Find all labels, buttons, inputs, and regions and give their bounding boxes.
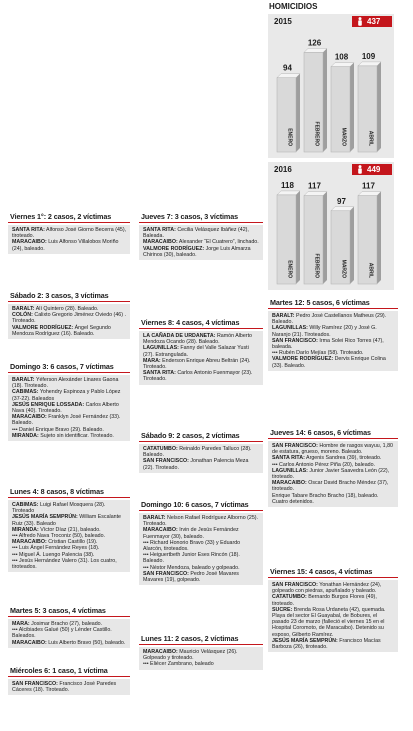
victim-text: Carlos Antonio Fuenmayor (23). Tiroteado. [143,370,253,383]
victim-entry [143,661,260,667]
day-block [8,487,130,572]
day-title: Viernes 15: 4 casos, 4 víctimas [268,567,398,578]
victim-text: Irvin de Jesús Fernández Fuenmayor (30), baleado. [143,527,239,540]
location-label: LAGUNILLAS: [272,325,308,332]
location-label: SANTA RITA: [143,227,176,233]
victim-entry [143,552,260,564]
day-title: Jueves 7: 3 casos, 3 víctimas [139,212,263,223]
bar-top [277,74,300,78]
location-label: MARACAIBO: [143,649,178,655]
year-label: 2015 [274,17,292,26]
bar-top [358,62,381,66]
location-label: BARALT: [143,515,166,521]
location-label: JESÚS MARÍA SEMPRÚN: [12,514,78,521]
victim-text: Cecilia Velásquez Ibáñez (42), Baleada. [143,227,249,240]
victim-text: Yohendry Espinoza y Pablo López (37-22). Baleados [12,389,121,402]
bar-value-label: 117 [308,181,321,191]
location-label: VALMORE RODRÍGUEZ: [12,324,74,331]
victim-entry [143,446,260,458]
day-title: Martes 12: 5 casos, 6 víctimas [268,298,398,309]
location-label: BARALT: [272,313,295,319]
location-label: VALMORE RODRÍGUEZ: [143,245,205,252]
day-title: Sábado 2: 3 casos, 3 víctimas [8,291,130,302]
location-label: SAN FRANCISCO: [143,458,189,465]
victim-entry [272,480,395,492]
year-label: 2016 [274,165,292,174]
day-entries [8,375,130,441]
victim-entry [272,594,395,606]
bar-side [350,63,354,152]
victim-text: Víctor Díaz (21), baleado. [38,526,101,533]
bar-category-label: MARZO [340,127,347,146]
victim-text: Calixto Gregorio Jiménez Oviedo (46) . Tiroteado. [12,312,126,325]
victim-text: ••• Richard Honorio Bravo (33) y Eduardo Alarcón, tiroteados. [143,539,241,553]
victim-text: Josimar Bracho (27), baleado. [29,621,103,627]
location-label: SAN FRANCISCO: [272,337,318,344]
victim-entry [12,514,127,526]
victim-text: Pedro José Mavares Mavares (19), golpeado. [143,570,239,584]
victim-text: Enrique Tabare Bracho Bracho (18), baleado. Cuatro detenidos. [272,492,379,505]
victim-entry [12,227,127,239]
victim-entry [12,640,127,646]
victim-text: Luis Alfonso Villalobos Moriño (24), baleado. [12,239,119,252]
location-label: CABIMAS: [12,389,39,396]
bar-value-label: 118 [281,180,294,190]
day-entries [8,304,130,339]
total-badge: 437 [352,16,392,27]
victim-entry [12,502,127,514]
victim-text: Franklyn José Fernández (33). Baleado. [12,414,121,427]
victim-text: Oscar David Bracho Méndez (37), tiroteado. [272,480,389,493]
victim-text: ••• Alcibiades Galué (50) y Lénder Castillo. Baleados. [12,627,112,640]
victim-text: Francisco José Paredes Cáceres (18). Tiroteado. [12,681,117,694]
day-block [268,428,398,507]
day-entries [8,225,130,254]
victim-text: Alfonso José Giorno Becerra (45), tiroteado. [12,227,127,240]
bar-value-label: 97 [337,196,346,206]
location-label: LAGUNILLAS: [143,345,179,352]
victim-text: Yonathan Hernández (24), golpeado con piedras, apuñalado y baleado. [272,582,382,595]
homicidios-2015-panel [268,14,394,158]
day-block [268,298,398,371]
victim-text: Alexander “El Cuatrero”, linchado. [177,239,259,246]
bar-top [331,207,354,211]
total-badge: 449 [352,164,392,175]
day-entries [8,679,130,695]
victim-entry [272,338,395,350]
bar-side [377,192,381,284]
location-label: MARACAIBO: [12,639,47,646]
victim-text: Cristian Castillo (19). [46,539,98,546]
victim-entry [272,493,395,505]
day-entries [268,441,398,507]
day-block [8,291,130,339]
location-label: MARACAIBO: [12,239,47,246]
day-block [139,212,263,260]
victim-entry [143,358,260,370]
victim-entry [143,649,260,661]
day-entries [268,580,398,652]
victim-entry [143,540,260,552]
location-label: SAN FRANCISCO: [272,582,318,588]
day-entries [139,444,263,473]
victim-text: Reinaldo Paredes Talluco (28). Baleado. [143,446,252,459]
victim-entry [12,558,127,570]
victim-entry [12,627,127,639]
day-entries [139,647,263,670]
victim-text: Brenda Rosa Urdaneta (42), quemada. Playa del sector El Guayabal, de Bobures, el pasado 23 de marzo (falleció el viernes 15 en el Hospital Coromoto, de Maracaibo). Detenido su esposo, Gilberto Ramírez. [272,606,386,638]
bar-top [277,191,300,195]
bar-category-label: FEBRERO [313,253,320,278]
location-label: MARA: [12,621,30,627]
day-title: Sábado 9: 2 casos, 2 víctimas [139,431,263,442]
day-block [139,318,263,385]
location-label: LAGUNILLAS: [272,467,308,474]
victim-text: ••• Alfredo Nava Troconiz (50), baleado. [12,533,106,540]
victim-entry [143,515,260,527]
victim-text: Enderson Enrique Abreu Beltrán (24). Tiroteado. [143,357,251,371]
victim-entry [12,681,127,693]
victim-entry [272,468,395,480]
location-label: MARACAIBO: [12,414,47,421]
bar-top [304,192,327,196]
day-title: Miércoles 6: 1 caso, 1 víctima [8,666,130,677]
location-label: MIRANDA: [12,432,39,439]
day-title: Lunes 11: 2 casos, 2 víctimas [139,634,263,645]
day-block [139,500,263,585]
bar-category-label: ENERO [286,128,293,146]
day-entries [268,311,398,371]
homicidios-title: HOMICIDIOS [269,2,318,11]
bar-category-label: ABRIL [367,262,374,278]
victim-text: Irma Solei Rico Torres (47), baleada. [272,337,384,351]
day-block [8,606,130,648]
victim-text: Mauricio Velásquez (26). Golpeado y tiroteado. [143,649,238,662]
victim-entry [12,312,127,324]
bar-side [296,74,300,152]
day-entries [8,500,130,572]
bar-category-label: MARZO [340,259,347,278]
victim-text: Francisco Macías Barboza (26), tiroteado. [272,637,381,651]
location-label: MARACAIBO: [272,480,307,487]
victim-entry [272,325,395,337]
location-label: VALMORE RODRÍGUEZ: [272,356,334,363]
location-label: BARALT: [12,306,35,312]
day-block [268,567,398,652]
day-entries [139,331,263,385]
homicidios-2016-panel [268,162,394,290]
location-label: CATATUMBO: [272,594,307,601]
victim-entry [143,458,260,470]
bar-value-label: 126 [307,38,322,48]
victim-entry [272,443,395,455]
victim-entry [12,389,127,401]
location-label: SAN FRANCISCO: [272,443,318,449]
day-title: Domingo 10: 6 casos, 7 víctimas [139,500,263,511]
day-entries [139,225,263,260]
location-label: BARALT: [12,377,35,383]
location-label: SANTA RITA: [12,227,45,233]
day-block [139,634,263,670]
victim-text: ••• Luis Ángel Fernández Reyes (18). [12,545,100,552]
victim-text: Ángel Segundo Mendoza Rodríguez (16). Baleado. [12,324,111,337]
victim-entry [272,313,395,325]
victim-text: ••• Eliécer Zambrano, baleado [143,661,214,668]
bar-value-label: 108 [334,52,349,62]
bar-side [323,48,327,152]
homicidios-2015-chart [268,14,394,158]
victim-text: William Escalante Ruiz (33). Baleado [12,514,122,527]
victim-text: ••• Daniel Enrique Bravo (29). Baleado. [12,426,104,433]
location-label: SUCRE: [272,606,293,613]
location-label: MARACAIBO: [12,539,47,546]
victim-text: Willy Ramírez (20) y José G. Naranjo (21). Tiroteados. [272,325,377,338]
victim-entry [143,345,260,357]
victim-text: Jorge Luis Almarza Chirinos (30), baleado. [143,245,251,258]
bar-value-label: 94 [283,63,292,73]
victim-text: Bernardo Burgos Flores (49), tiroteado. [272,594,377,607]
victim-text: Sujeto sin identificar. Tiroteado. [38,432,114,439]
victim-text: Yéferson Alexánder Linares Gaona (18). Tiroteado. [12,377,119,390]
victim-entry [12,325,127,337]
victim-entry [272,607,395,638]
bar-side [323,192,327,284]
victim-text: ••• Miguel Á. Luengo Palencia (38). [12,551,95,558]
day-block [8,362,130,441]
victim-entry [143,246,260,258]
victim-text: Hombre de rasgos wayuu, 1,80 de estatura, grueso, moreno. Baleado. [272,443,393,456]
day-title: Domingo 3: 6 casos, 7 víctimas [8,362,130,373]
location-label: CATATUMBO: [143,446,178,452]
victim-text: ••• Néstor Mendoza, baleado y golpeado. [143,564,240,571]
location-label: JESÚS MARÍA SEMPRÚN: [272,637,338,644]
victim-entry [12,239,127,251]
location-label: MARACAIBO: [143,527,178,534]
victim-entry [143,527,260,539]
victim-entry [143,571,260,583]
victim-text: Nelson Rafael Rodríguez Alborno (25). Tiroteado. [143,515,259,528]
victim-text: ••• Rubén Darío Mejías (58). Tiroteado. [272,350,364,357]
victim-entry [272,582,395,594]
victim-text: Alí Quintero (28). Baleado. [34,306,99,312]
location-label: SAN FRANCISCO: [143,570,189,577]
day-entries [139,513,263,585]
victim-text: ••• Heiguertbeth Junior Eses Rincón (18). Baleado. [143,552,240,565]
day-title: Lunes 4: 8 casos, 8 víctimas [8,487,130,498]
victim-entry [12,377,127,389]
victim-entry [143,370,260,382]
location-label: MIRANDA: [12,526,39,533]
day-block [8,666,130,695]
bar-top [358,192,381,196]
bar-side [350,207,354,284]
day-entries [8,619,130,648]
victim-entry [12,402,127,414]
day-block [8,212,130,254]
location-label: LA CAÑADA DE URDANETA: [143,333,216,339]
victim-text: Ramón Alberto Mendoza Ocando (28). Baleado. [143,333,252,346]
victim-text: Carlos Alberto Nava (40). Tiroteado. [12,401,119,415]
bar-side [296,191,300,284]
day-title: Viernes 1°: 2 casos, 2 víctimas [8,212,130,223]
location-label: CABIMAS: [12,502,39,508]
day-title: Martes 5: 3 casos, 4 víctimas [8,606,130,617]
victim-entry [143,227,260,239]
victim-text: Pedro José Castellanos Matheus (29). Baleado. [272,313,387,326]
location-label: SANTA RITA: [272,455,305,462]
bar-category-label: FEBRERO [313,121,320,146]
bar-side [377,62,381,152]
location-label: COLÓN: [12,312,33,319]
victim-text: ••• Carlos Antonio Pérez Piña (20), baleado. [272,461,376,468]
victim-text: Jonathan Palencia Meza (22). Tiroteado. [143,458,249,471]
bar-top [331,63,354,67]
day-title: Viernes 8: 4 casos, 4 víctimas [139,318,263,329]
bar-top [304,48,327,52]
bar-value-label: 117 [362,181,375,191]
victim-entry [12,414,127,426]
location-label: SAN FRANCISCO: [12,681,58,687]
location-label: MARA: [143,357,161,364]
location-label: JESÚS ENRIQUE LOSSADA: [12,401,85,408]
victim-text: Junior Javier Saavedra León (22), tiroteado. [272,467,390,481]
victim-text: Luigi Rafael Mosquera (28). Tiroteado [12,502,106,515]
victim-entry [272,356,395,368]
bar-value-label: 109 [361,51,376,61]
day-title: Jueves 14: 6 casos, 6 víctimas [268,428,398,439]
location-label: MARACAIBO: [143,239,178,246]
victim-entry [143,333,260,345]
day-block [139,431,263,473]
victim-text: ••• Jesús Hernández Valero (31). Los cuatro, tiroteados. [12,557,117,571]
victim-entry [12,433,127,439]
location-label: SANTA RITA: [143,370,176,377]
bar-category-label: ENERO [286,260,293,278]
victim-text: Fanny del Valle Salazar Yusti (27). Estrangulada. [143,345,249,358]
victim-text: Argenis Sandrea (39), tiroteado. [304,455,382,462]
victim-entry [272,638,395,650]
homicidios-2016-chart [268,162,394,290]
victim-text: Luis Alberto Bravo (50), baleado. [46,639,126,646]
bar-category-label: ABRIL [367,130,374,146]
victim-text: Dervis Enrique Colina (33). Baleado. [272,356,386,369]
